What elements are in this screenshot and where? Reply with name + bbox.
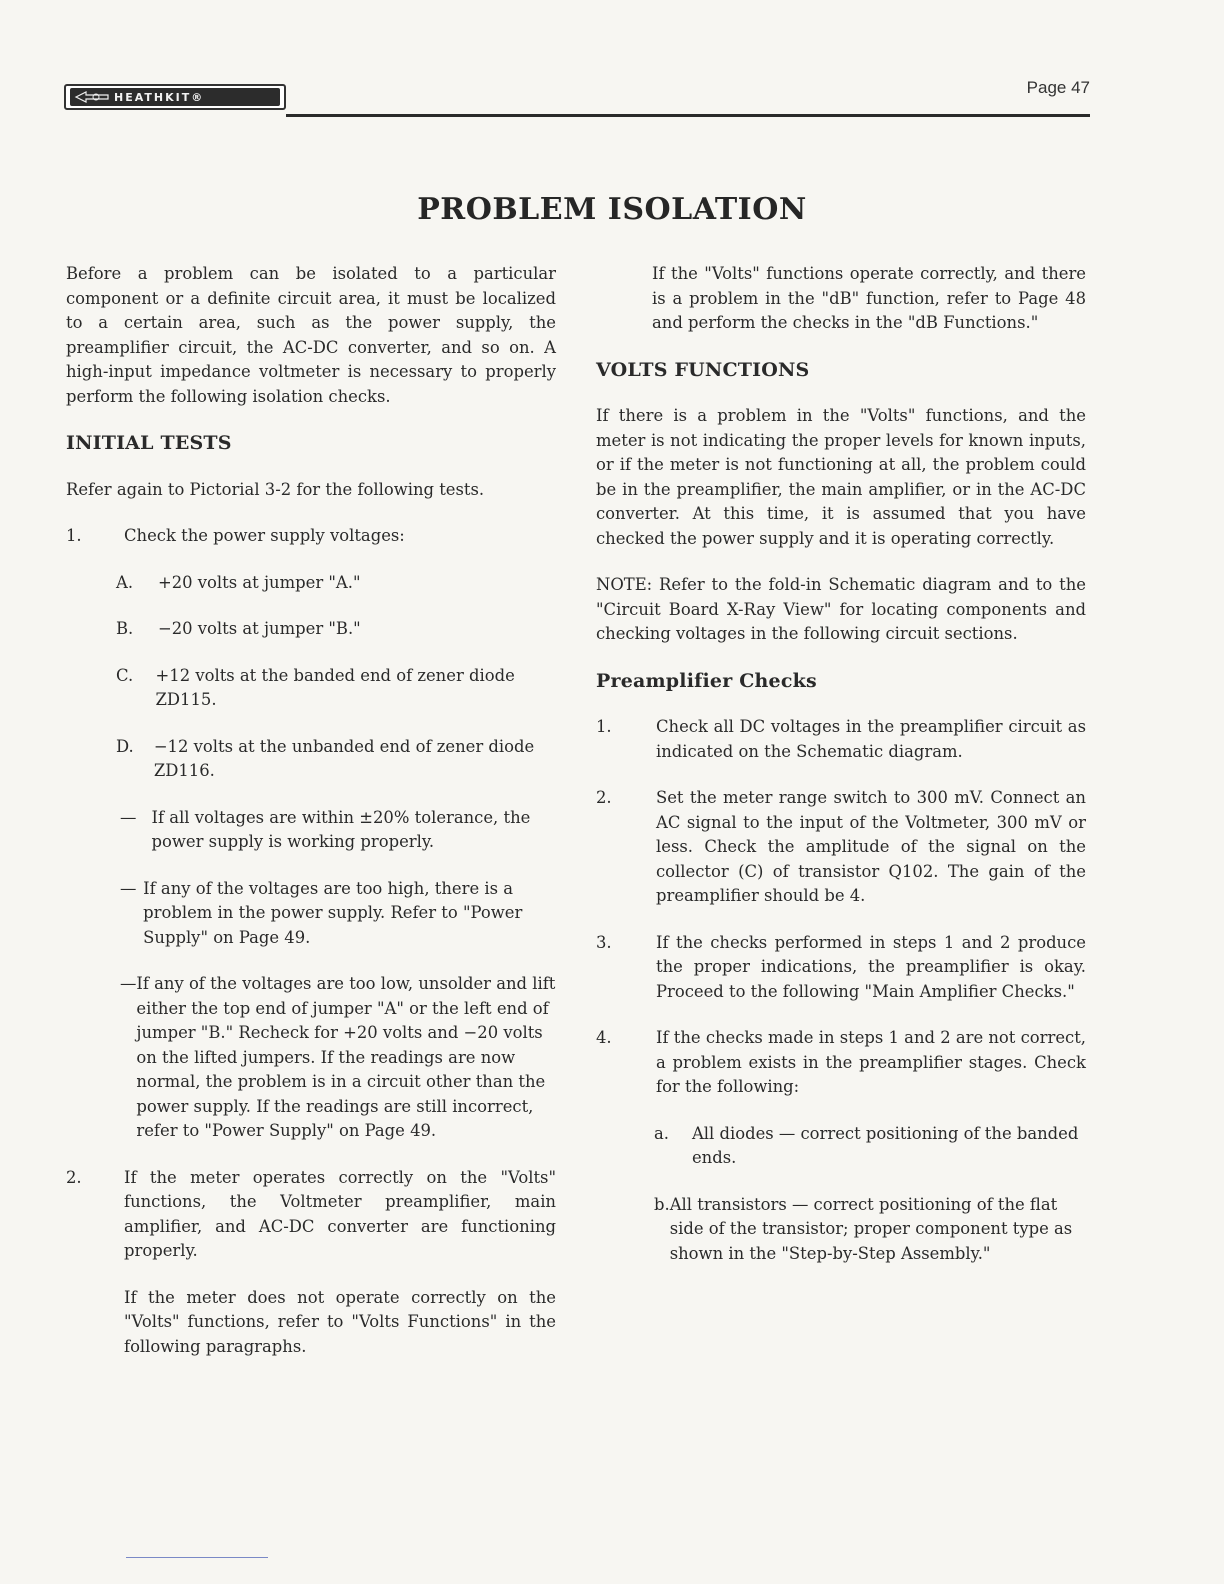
- sub-item: [116, 664, 556, 713]
- sub-mark: a.: [654, 1123, 669, 1143]
- note-paragraph: NOTE: Refer to the fold-in Schematic diagram and to the "Circuit Board X-Ray View" for locating components and checking voltages in the following circuit sections.: [596, 575, 1086, 643]
- dash-item: [116, 972, 556, 1144]
- sub-item: [116, 617, 556, 642]
- sub-text: −20 volts at jumper "B.": [158, 619, 361, 638]
- step-number: 2.: [596, 788, 612, 807]
- step-number: 1.: [596, 717, 612, 736]
- sub-item: [116, 735, 556, 784]
- pre-step: [596, 786, 1086, 909]
- dash-text: If any of the voltages are too high, there is a problem in the power supply. Refer to "Power Supply" on Page 49.: [143, 878, 523, 947]
- dash-mark: —: [120, 878, 137, 898]
- logo-text: HEATHKIT®: [114, 90, 205, 104]
- dash-text: If any of the voltages are too low, unsolder and lift either the top end of jumper "A" or the left end of jumper "B." Recheck for +20 volts and −20 volts on the lifted jumpers. If the readings are now normal, the problem is in a circuit other than the power supply. If the readings are still incorrect, refer to "Power Supply" on Page 49.: [136, 974, 556, 1140]
- step-number: 4.: [596, 1028, 612, 1047]
- initial-tests-heading: INITIAL TESTS: [66, 432, 232, 454]
- sub-text: +12 volts at the banded end of zener diode ZD115.: [155, 665, 515, 709]
- sub-mark: B.: [116, 619, 134, 638]
- sub-text: +20 volts at jumper "A.": [158, 572, 361, 592]
- dash-item: [116, 877, 556, 951]
- pre-step: [596, 931, 1086, 1005]
- sub-mark: A.: [116, 572, 134, 592]
- page-title: PROBLEM ISOLATION: [417, 192, 807, 227]
- pre-sub-item: [654, 1193, 1086, 1267]
- page-number: Page 47: [1026, 78, 1090, 97]
- logo-arrow-icon: [74, 90, 110, 104]
- volts-functions-heading: VOLTS FUNCTIONS: [596, 358, 810, 381]
- sub-text: All transistors — correct positioning of the flat side of the transistor; proper component type as shown in the "Step-by-Step Assembly.": [669, 1194, 1073, 1263]
- step-number: 3.: [596, 932, 612, 952]
- sub-text: −12 volts at the unbanded end of zener diode ZD116.: [153, 736, 535, 780]
- left-column: [66, 262, 556, 1359]
- sub-mark: b.: [654, 1194, 670, 1214]
- dash-mark: —: [120, 974, 137, 993]
- step-text: If the checks made in steps 1 and 2 are not correct, a problem exists in the preamplifier stages. Check for the following:: [656, 1028, 1086, 1096]
- header-rule: [286, 114, 1090, 117]
- step-text: Check the power supply voltages:: [124, 526, 405, 545]
- volts-paragraph: If there is a problem in the "Volts" functions, and the meter is not indicating the proper levels for known inputs, or if the meter is not functioning at all, the problem could be in the preamplifier, the main amplifier, or in the AC-DC converter. At this time, it is assumed that you have checked the power supply and it is operating correctly.: [596, 406, 1086, 548]
- step-text: Set the meter range switch to 300 mV. Connect an AC signal to the input of the Voltmeter, 300 mV or less. Check the amplitude of the signal on the collector (C) of transistor Q102. The gain of the preamplifier should be 4.: [656, 788, 1086, 905]
- step-text: If the checks performed in steps 1 and 2 produce the proper indications, the preamplifier is okay. Proceed to the following "Main Amplifier Checks.": [656, 932, 1086, 1001]
- right-column: [596, 262, 1086, 1266]
- pre-step: [596, 715, 1086, 764]
- step-text: Check all DC voltages in the preamplifier circuit as indicated on the Schematic diagram.: [656, 717, 1086, 761]
- heathkit-logo: [64, 84, 286, 110]
- dash-mark: —: [120, 807, 137, 827]
- preamplifier-checks-heading: Preamplifier Checks: [596, 669, 817, 692]
- db-paragraph: If the "Volts" functions operate correctly, and there is a problem in the "dB" function, refer to Page 48 and perform the checks in the "dB Functions.": [652, 264, 1086, 332]
- dash-item: [116, 806, 556, 855]
- step-number: 2.: [66, 1167, 82, 1187]
- step-2: [66, 1166, 556, 1264]
- sub-mark: C.: [116, 665, 134, 685]
- step-text: If the meter operates correctly on the "Volts" functions, the Voltmeter preamplifier, main amplifier, and AC-DC converter are functioning properly.: [124, 1167, 556, 1260]
- pre-step: [596, 1026, 1086, 1100]
- page-header: [64, 78, 1090, 122]
- pre-sub-item: [654, 1122, 1086, 1171]
- step-number: 1.: [66, 526, 82, 545]
- intro-paragraph: Before a problem can be isolated to a particular component or a definite circuit area, it must be localized to a certain area, such as the power supply, the preamplifier circuit, the AC-DC converter, and so on. A high-input impedance voltmeter is necessary to properly perform the following isolation checks.: [66, 264, 556, 406]
- footer-rule: [126, 1557, 268, 1558]
- step-1: [66, 524, 556, 549]
- sub-item: [116, 571, 556, 596]
- sub-mark: D.: [116, 736, 134, 756]
- dash-text: If all voltages are within ±20% tolerance, the power supply is working properly.: [151, 807, 531, 851]
- sub-text: All diodes — correct positioning of the banded ends.: [691, 1123, 1079, 1167]
- refer-paragraph: Refer again to Pictorial 3-2 for the following tests.: [66, 479, 485, 499]
- step-2-continued: If the meter does not operate correctly on the "Volts" functions, refer to "Volts Functions" in the following paragraphs.: [124, 1287, 556, 1356]
